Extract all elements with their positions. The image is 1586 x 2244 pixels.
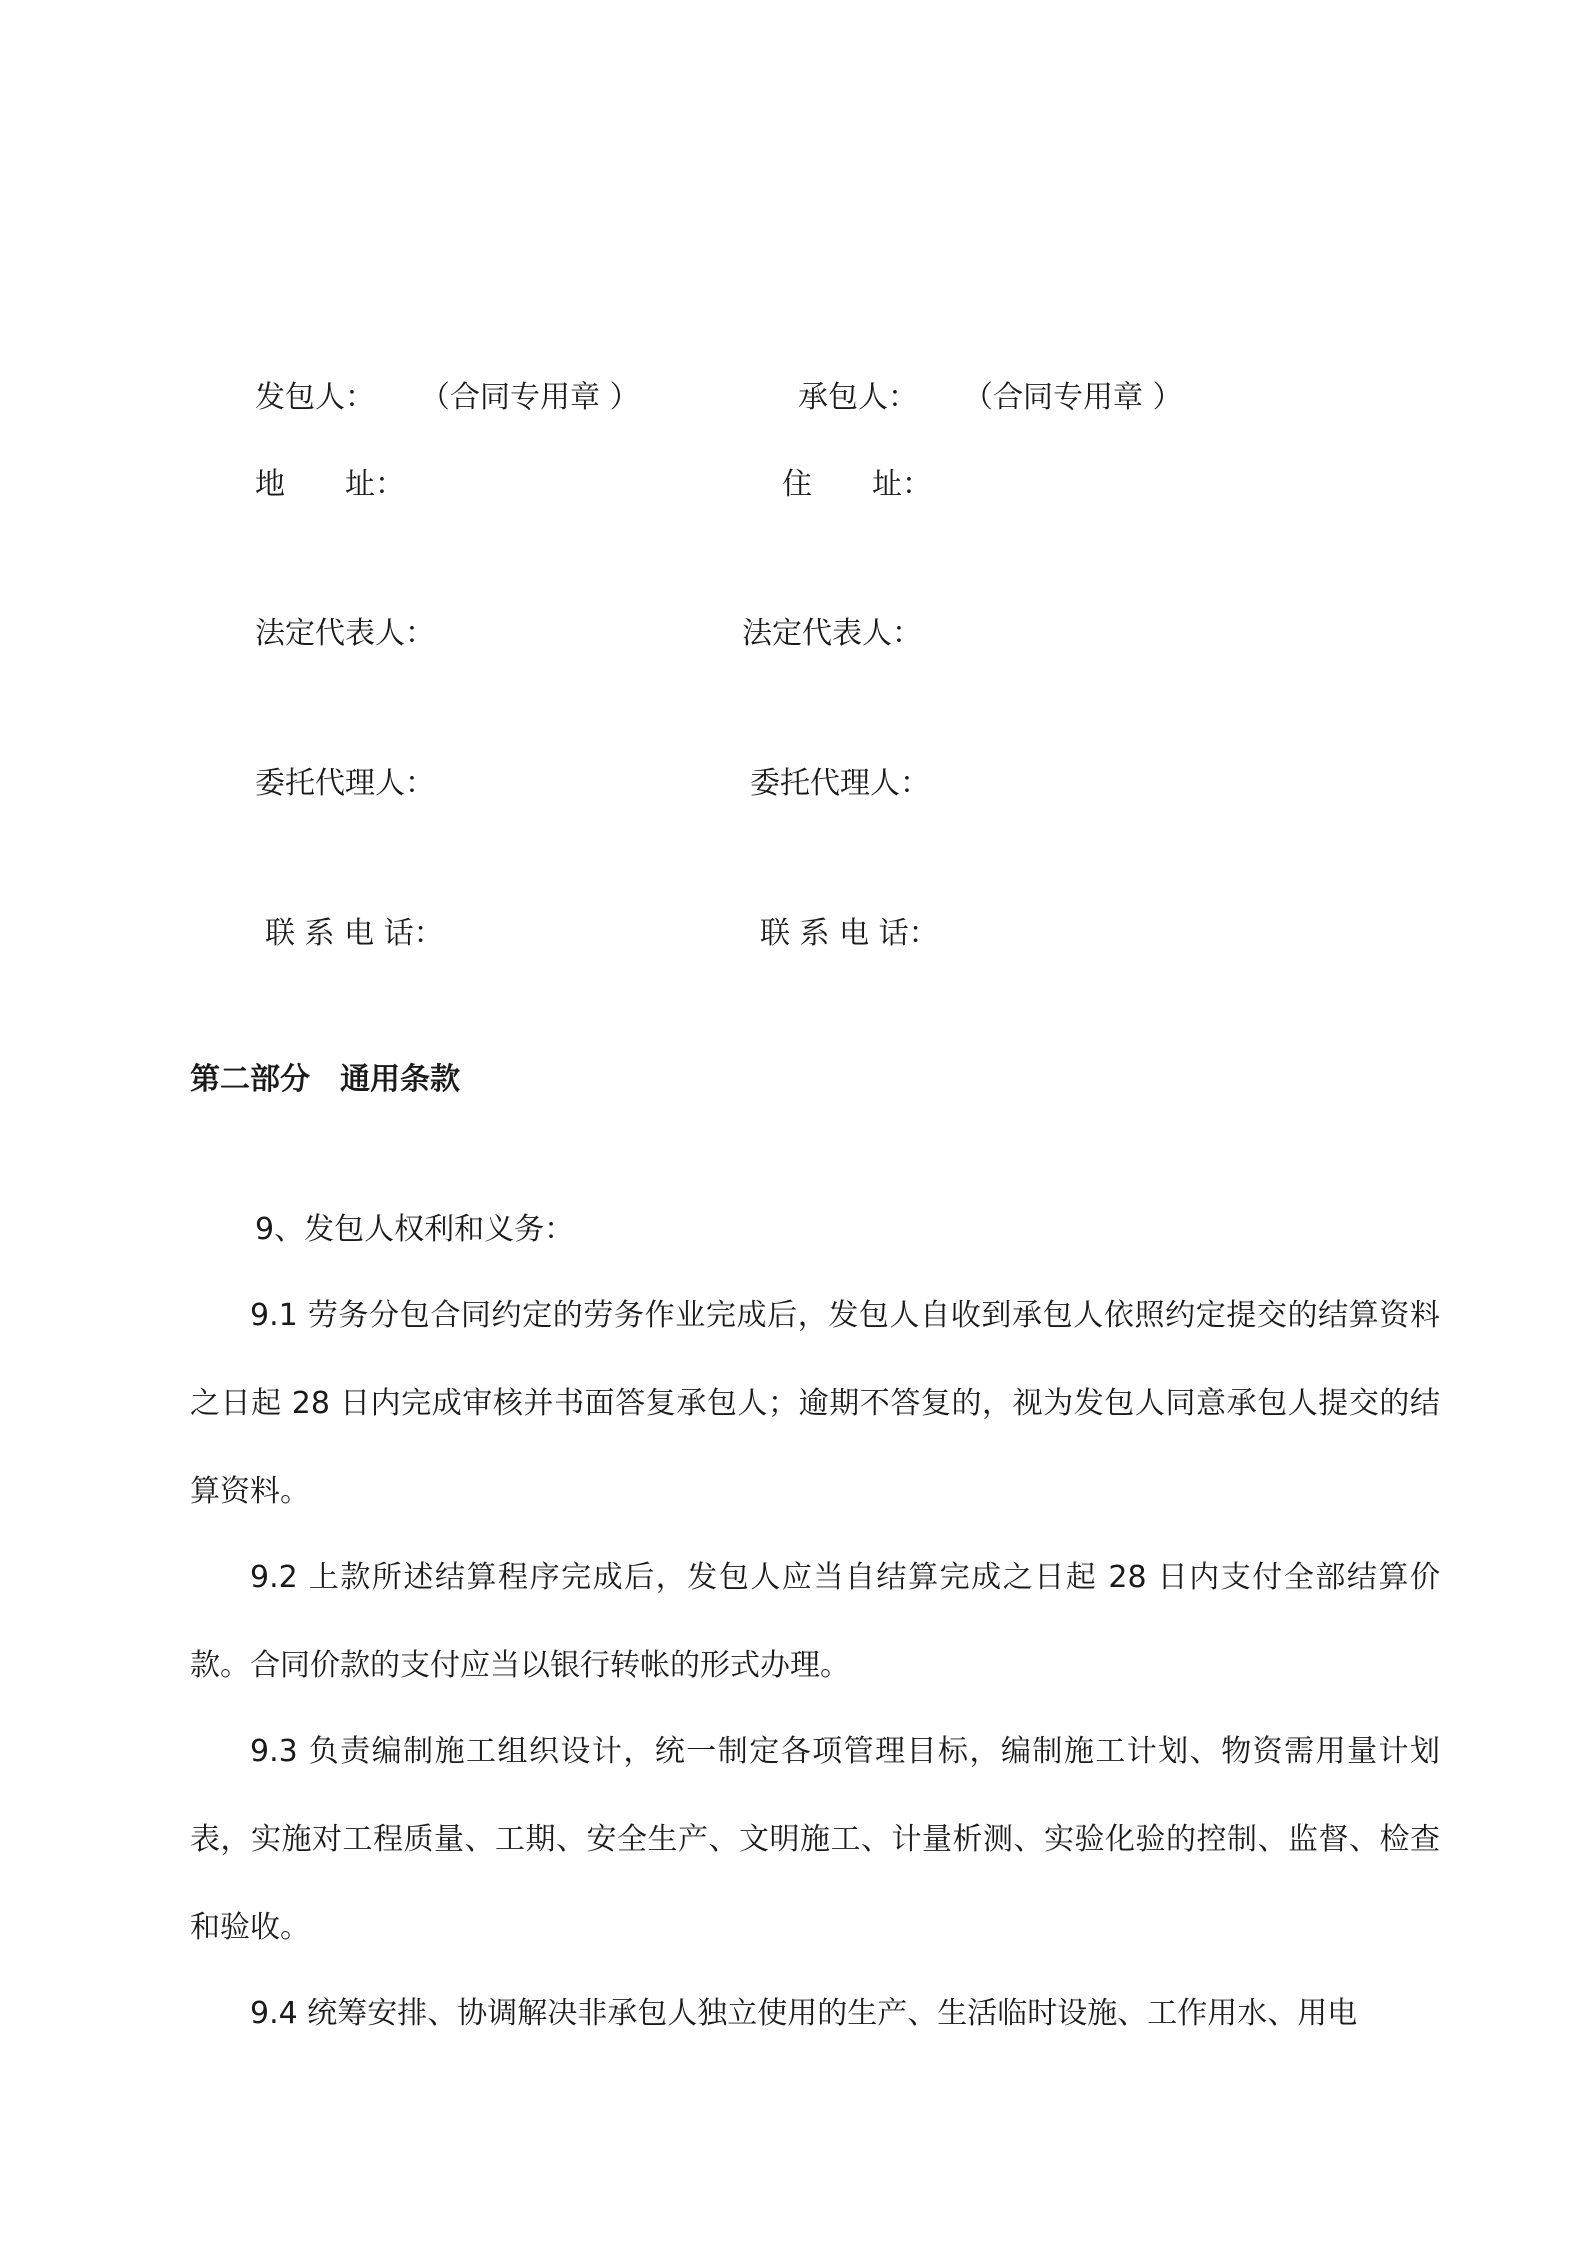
clause-paragraph	[190, 1970, 1440, 2058]
clause-paragraph	[190, 1708, 1440, 1972]
employer-legal-rep-label: 法定代表人：	[255, 616, 435, 651]
contractor-address-label: 住 址：	[782, 467, 932, 502]
employer-seal: （合同专用章 ）	[420, 380, 640, 415]
clause-paragraph-text: 9.3 负责编制施工组织设计，统一制定各项管理目标，编制施工计划、物资需用量计划表，实施对工程质量、工期、安全生产、文明施工、计量析测、实验化验的控制、监督、检查和验收。	[190, 1734, 1440, 1945]
employer-agent-label: 委托代理人：	[255, 766, 435, 801]
contractor-seal: （合同专用章 ）	[963, 380, 1183, 415]
employer-phone-label: 联 系 电 话：	[265, 916, 444, 951]
clause-paragraph-text: 9.2 上款所述结算程序完成后，发包人应当自结算完成之日起 28 日内支付全部结算价款。合同价款的支付应当以银行转帐的形式办理。	[190, 1560, 1440, 1683]
section-title: 第二部分 通用条款	[190, 1062, 460, 1097]
contractor-agent-label: 委托代理人：	[750, 766, 930, 801]
contractor-phone-label: 联 系 电 话：	[760, 916, 939, 951]
clause-paragraph	[190, 1534, 1440, 1710]
clause-heading: 9、发包人权利和义务：	[255, 1212, 575, 1247]
contractor-legal-rep-label: 法定代表人：	[742, 616, 922, 651]
employer-address-label: 地 址：	[255, 467, 405, 502]
clause-paragraph	[190, 1272, 1440, 1536]
clause-paragraph-text: 9.4 统筹安排、协调解决非承包人独立使用的生产、生活临时设施、工作用水、用电	[250, 1996, 1358, 2031]
employer-label: 发包人：	[255, 380, 375, 415]
clause-paragraph-text: 9.1 劳务分包合同约定的劳务作业完成后，发包人自收到承包人依照约定提交的结算资料之日起 28 日内完成审核并书面答复承包人；逾期不答复的，视为发包人同意承包人提交的结算资料。	[190, 1298, 1440, 1509]
contractor-label: 承包人：	[798, 380, 918, 415]
